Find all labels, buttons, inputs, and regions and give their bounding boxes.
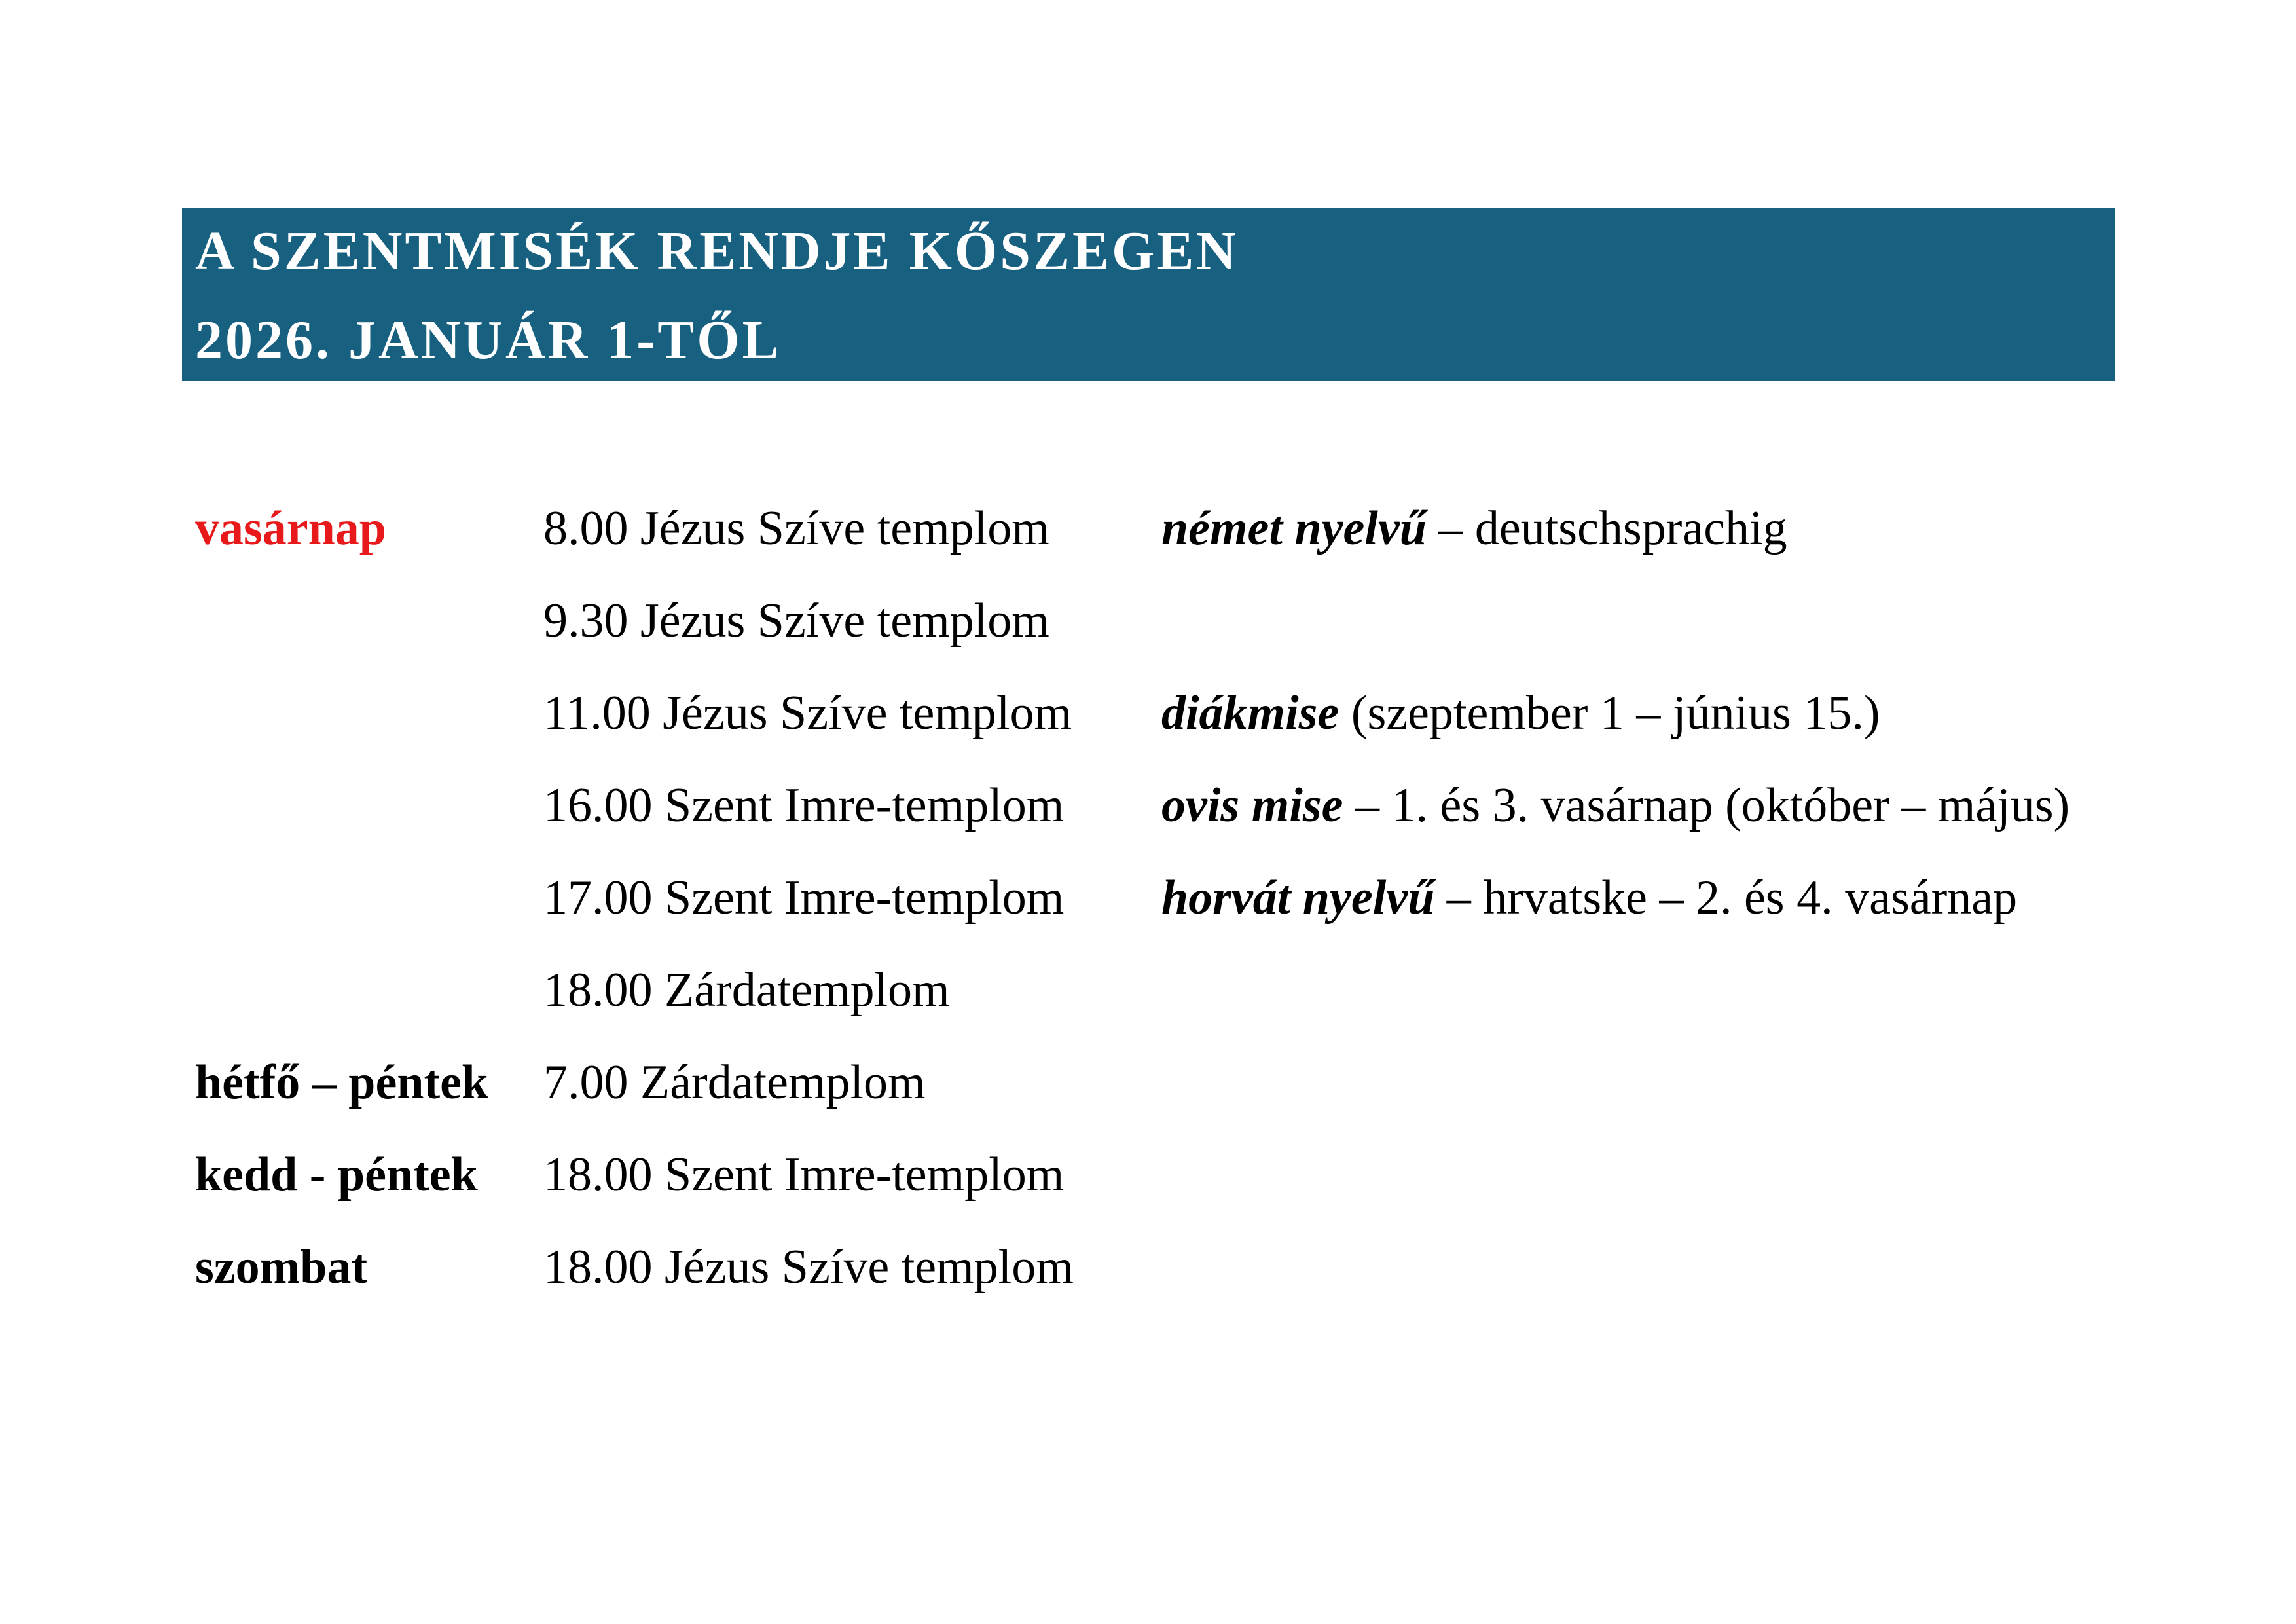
mass-note bbox=[1161, 871, 2018, 925]
day-label: vasárnap bbox=[195, 502, 386, 555]
schedule-row bbox=[195, 1058, 2126, 1124]
mass-note bbox=[1161, 504, 1787, 553]
schedule-row bbox=[195, 504, 2126, 570]
note-emphasis: ovis mise bbox=[1161, 779, 1343, 832]
day-label: hétfő – péntek bbox=[195, 1056, 489, 1109]
mass-time: 7.00 Zárdatemplom bbox=[543, 1056, 926, 1109]
schedule-row bbox=[195, 686, 2126, 754]
mass-time: 16.00 Szent Imre-templom bbox=[543, 779, 1065, 832]
schedule-row bbox=[195, 1240, 2126, 1308]
day-label: szombat bbox=[195, 1240, 368, 1294]
note-emphasis: német nyelvű bbox=[1161, 502, 1427, 555]
mass-note bbox=[1161, 781, 2069, 830]
note-text: – 1. és 3. vasárnap (október – május) bbox=[1343, 779, 2070, 832]
schedule-row bbox=[195, 871, 2126, 939]
day-label: kedd - péntek bbox=[195, 1148, 478, 1202]
mass-time: 11.00 Jézus Szíve templom bbox=[543, 686, 1072, 740]
schedule-row bbox=[195, 963, 2126, 1031]
schedule-row bbox=[195, 594, 2126, 662]
mass-time: 18.00 Szent Imre-templom bbox=[543, 1148, 1065, 1202]
mass-time: 18.00 Zárdatemplom bbox=[543, 963, 950, 1017]
mass-time: 9.30 Jézus Szíve templom bbox=[543, 594, 1049, 648]
mass-time: 18.00 Jézus Szíve templom bbox=[543, 1240, 1074, 1294]
title-banner bbox=[182, 208, 2115, 381]
note-emphasis: diákmise bbox=[1161, 686, 1339, 740]
note-text: – hrvatske – 2. és 4. vasárnap bbox=[1434, 871, 2018, 925]
schedule-row bbox=[195, 1148, 2126, 1216]
mass-time: 17.00 Szent Imre-templom bbox=[543, 871, 1065, 925]
mass-time: 8.00 Jézus Szíve templom bbox=[543, 502, 1049, 555]
mass-note bbox=[1161, 686, 1880, 740]
note-text: – deutschsprachig bbox=[1426, 502, 1787, 555]
page-subtitle: 2026. JANUÁR 1-TŐL bbox=[195, 310, 782, 371]
note-text: (szeptember 1 – június 15.) bbox=[1339, 686, 1880, 740]
page-title: A SZENTMISÉK RENDJE KŐSZEGEN bbox=[195, 221, 1239, 282]
note-emphasis: horvát nyelvű bbox=[1161, 871, 1435, 925]
schedule-row bbox=[195, 781, 2126, 847]
